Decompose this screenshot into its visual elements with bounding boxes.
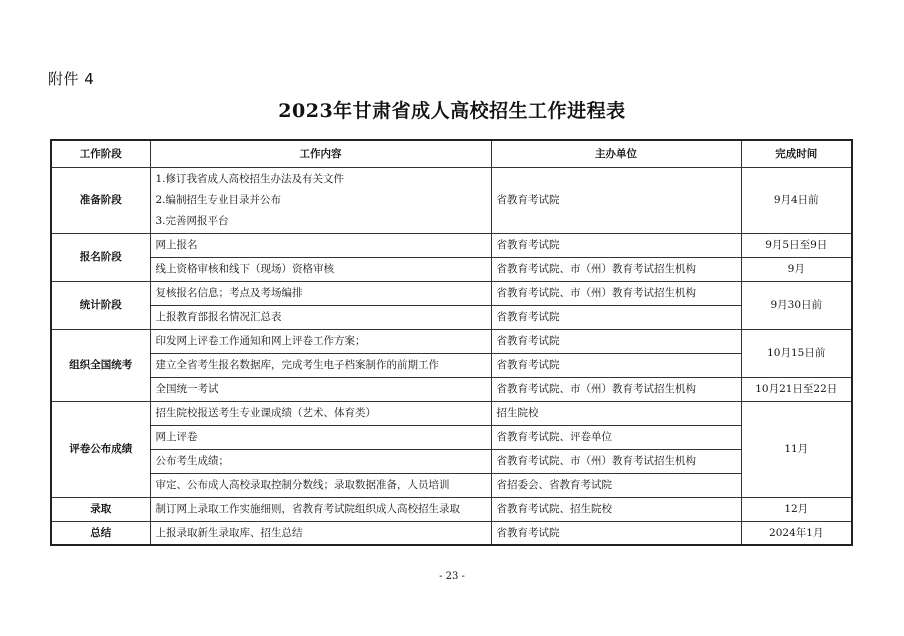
header-organizer: 主办单位	[491, 140, 741, 167]
organizer-exam-1: 省教育考试院	[491, 329, 741, 353]
content-grading-3: 公布考生成绩；	[150, 449, 491, 473]
table-row	[51, 449, 852, 473]
attachment-label: 附件 4	[48, 70, 95, 88]
organizer-stats-1: 省教育考试院、市（州）教育考试招生机构	[491, 281, 741, 305]
table-header-row	[51, 140, 852, 167]
time-exam-12: 10月15日前	[741, 329, 852, 377]
content-signup-1: 网上报名	[150, 233, 491, 257]
content-exam-3: 全国统一考试	[150, 377, 491, 401]
page-number: - 23 -	[439, 571, 465, 582]
header-content: 工作内容	[150, 140, 491, 167]
time-grading: 11月	[741, 401, 852, 497]
time-exam-3: 10月21日至22日	[741, 377, 852, 401]
content-summary: 上报录取新生录取库、招生总结	[150, 521, 491, 545]
table-row	[51, 353, 852, 377]
stage-grading: 评卷公布成绩	[51, 401, 150, 497]
stage-signup: 报名阶段	[51, 233, 150, 281]
table-row	[51, 257, 852, 281]
table-row	[51, 305, 852, 329]
content-exam-1: 印发网上评卷工作通知和网上评卷工作方案；	[150, 329, 491, 353]
content-exam-2: 建立全省考生报名数据库，完成考生电子档案制作的前期工作	[150, 353, 491, 377]
content-stats-2: 上报教育部报名情况汇总表	[150, 305, 491, 329]
organizer-grading-3: 省教育考试院、市（州）教育考试招生机构	[491, 449, 741, 473]
schedule-table	[50, 139, 853, 546]
time-stats: 9月30日前	[741, 281, 852, 329]
organizer-summary: 省教育考试院	[491, 521, 741, 545]
content-grading-1: 招生院校报送考生专业课成绩（艺术、体育类）	[150, 401, 491, 425]
table-row	[51, 497, 852, 521]
content-grading-4: 审定、公布成人高校录取控制分数线；录取数据准备，人员培训	[150, 473, 491, 497]
stage-admission: 录取	[51, 497, 150, 521]
stage-summary: 总结	[51, 521, 150, 545]
content-prep-2: 2.编制招生专业目录并公布	[155, 193, 282, 206]
organizer-grading-4: 省招委会、省教育考试院	[491, 473, 741, 497]
table-row	[51, 425, 852, 449]
organizer-signup-1: 省教育考试院	[491, 233, 741, 257]
stage-exam: 组织全国统考	[51, 329, 150, 401]
time-summary: 2024年1月	[741, 521, 852, 545]
content-stats-1: 复核报名信息；考点及考场编排	[150, 281, 491, 305]
content-prep	[150, 167, 491, 233]
organizer-signup-2: 省教育考试院、市（州）教育考试招生机构	[491, 257, 741, 281]
table-row	[51, 233, 852, 257]
content-grading-2: 网上评卷	[150, 425, 491, 449]
content-admission: 制订网上录取工作实施细则，省教育考试院组织成人高校招生录取	[150, 497, 491, 521]
content-signup-2: 线上资格审核和线下（现场）资格审核	[150, 257, 491, 281]
stage-prep: 准备阶段	[51, 167, 150, 233]
content-prep-3: 3.完善网报平台	[155, 214, 229, 227]
organizer-admission: 省教育考试院、招生院校	[491, 497, 741, 521]
time-prep: 9月4日前	[741, 167, 852, 233]
table-row	[51, 377, 852, 401]
time-admission: 12月	[741, 497, 852, 521]
table-row	[51, 473, 852, 497]
header-time: 完成时间	[741, 140, 852, 167]
organizer-stats-2: 省教育考试院	[491, 305, 741, 329]
header-stage: 工作阶段	[51, 140, 150, 167]
organizer-prep: 省教育考试院	[491, 167, 741, 233]
organizer-grading-1: 招生院校	[491, 401, 741, 425]
table-row	[51, 401, 852, 425]
organizer-grading-2: 省教育考试院、评卷单位	[491, 425, 741, 449]
content-prep-1: 1.修订我省成人高校招生办法及有关文件	[155, 172, 345, 185]
time-signup-2: 9月	[741, 257, 852, 281]
time-signup-1: 9月5日至9日	[741, 233, 852, 257]
table-row	[51, 329, 852, 353]
organizer-exam-3: 省教育考试院、市（州）教育考试招生机构	[491, 377, 741, 401]
document-title: 2023年甘肃省成人高校招生工作进程表	[278, 100, 626, 122]
stage-stats: 统计阶段	[51, 281, 150, 329]
organizer-exam-2: 省教育考试院	[491, 353, 741, 377]
table-row	[51, 521, 852, 545]
table-row	[51, 281, 852, 305]
table-row	[51, 167, 852, 233]
